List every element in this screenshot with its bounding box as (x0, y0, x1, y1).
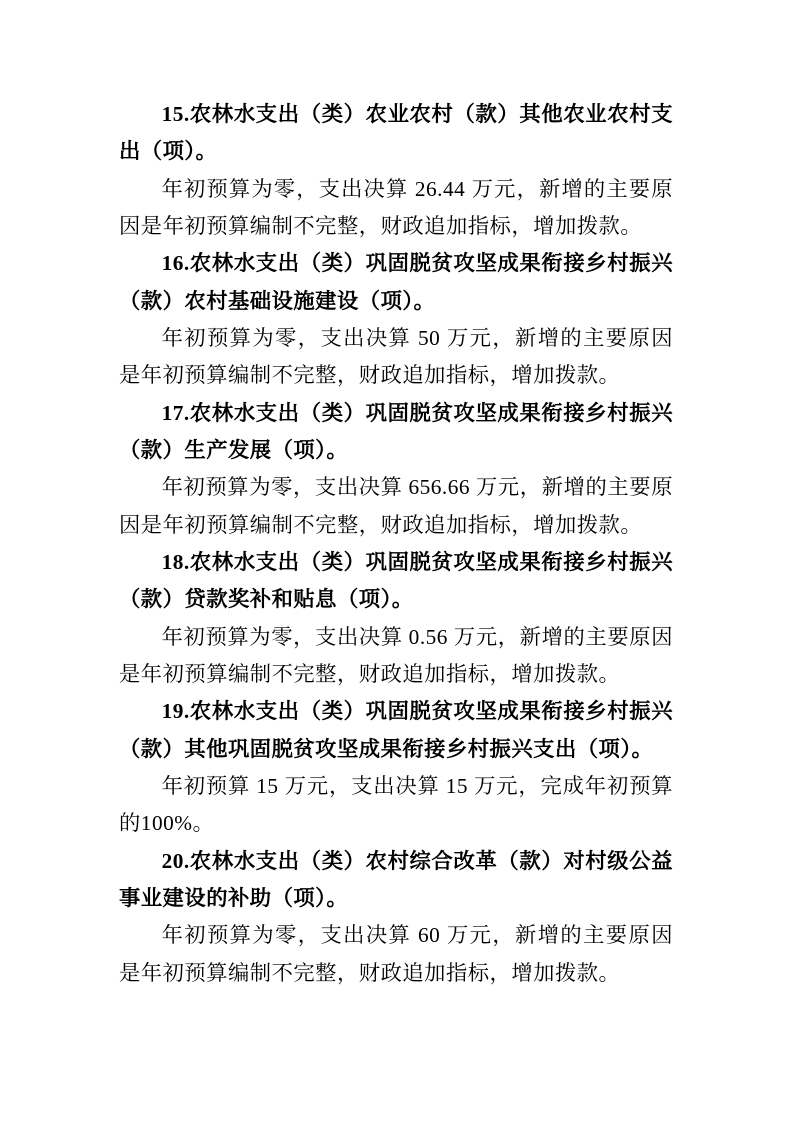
section-16-heading: 16.农林水支出（类）巩固脱贫攻坚成果衔接乡村振兴（款）农村基础设施建设（项）。 (119, 251, 673, 313)
section-20-heading: 20.农林水支出（类）农村综合改革（款）对村级公益事业建设的补助（项）。 (119, 848, 673, 910)
section-17-heading: 17.农林水支出（类）巩固脱贫攻坚成果衔接乡村振兴（款）生产发展（项）。 (119, 400, 673, 462)
section-17-body: 年初预算为零，支出决算 656.66 万元，新增的主要原因是年初预算编制不完整，财政追加指标，增加拨款。 (119, 475, 673, 537)
section-18-heading: 18.农林水支出（类）巩固脱贫攻坚成果衔接乡村振兴（款）贷款奖补和贴息（项）。 (119, 549, 673, 612)
section-20-body: 年初预算为零，支出决算 60 万元，新增的主要原因是年初预算编制不完整，财政追加指标，增加拨款。 (119, 923, 673, 985)
section-16-body: 年初预算为零，支出决算 50 万元，新增的主要原因是年初预算编制不完整，财政追加指标，增加拨款。 (119, 325, 673, 388)
section-19-body: 年初预算 15 万元，支出决算 15 万元，完成年初预算的100%。 (119, 773, 673, 836)
section-19-heading: 19.农林水支出（类）巩固脱贫攻坚成果衔接乡村振兴（款）其他巩固脱贫攻坚成果衔接乡村振兴支出（项）。 (119, 699, 673, 761)
section-15-body: 年初预算为零，支出决算 26.44 万元，新增的主要原因是年初预算编制不完整，财政追加指标，增加拨款。 (119, 176, 673, 238)
section-18-body: 年初预算为零，支出决算 0.56 万元，新增的主要原因是年初预算编制不完整，财政追加指标，增加拨款。 (119, 624, 673, 686)
section-15-heading: 15.农林水支出（类）农业农村（款）其他农业农村支出（项）。 (119, 102, 673, 164)
